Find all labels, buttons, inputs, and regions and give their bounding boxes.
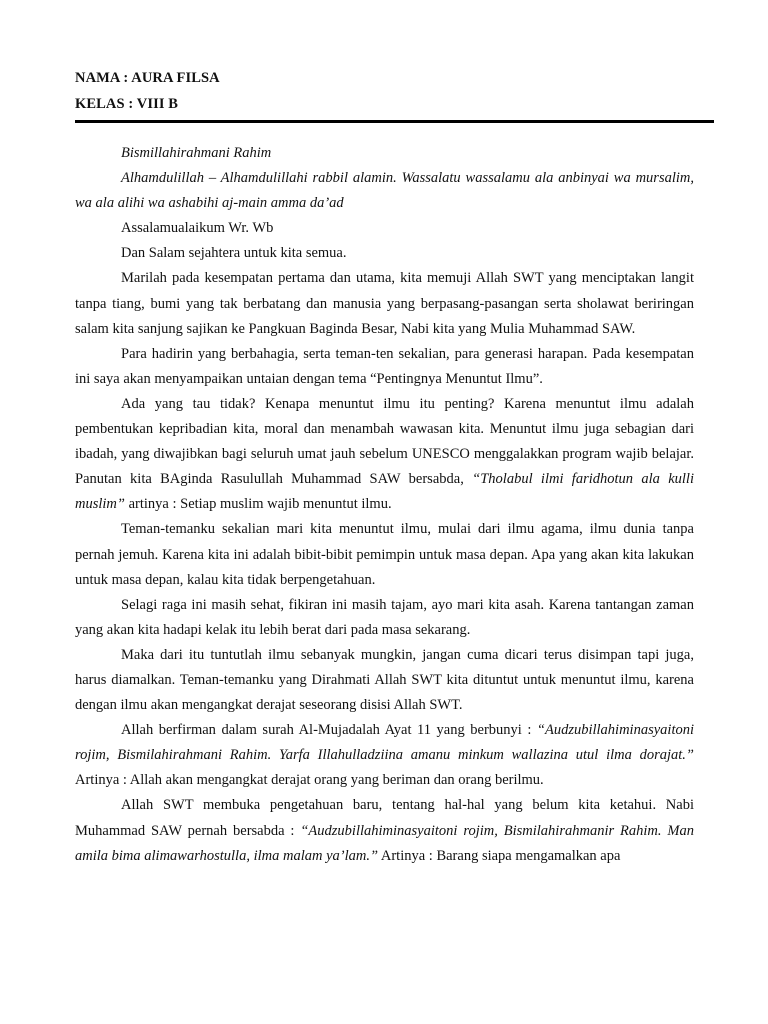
paragraph bbox=[75, 141, 694, 166]
italic-text-run: “Audzubillahiminasyaitoni rojim, Bismilahirahmanir Rahim. Man amila bima alimawarhostulla, ilma malam ya’lam.” bbox=[75, 822, 694, 864]
text-run: artinya : Setiap muslim wajib menuntut ilmu. bbox=[124, 496, 392, 513]
paragraph bbox=[75, 166, 694, 216]
text-run: Allah berfirman dalam surah Al-Mujadalah Ayat 11 yang berbunyi : bbox=[121, 722, 537, 739]
student-class: KELAS : VIII B bbox=[75, 96, 179, 112]
italic-text-run: “Audzubillahiminasyaitoni rojim, Bismilahirahmani Rahim. Yarfa Illahulladziina amanu minkum wallazina utul ilma dorajat.” bbox=[75, 722, 694, 764]
paragraph bbox=[75, 643, 694, 718]
text-run: Allah SWT membuka pengetahuan baru, tentang hal-hal yang belum kita ketahui. Nabi Muhammad SAW pernah bersabda : bbox=[75, 797, 694, 839]
text-run: Dan Salam sejahtera untuk kita semua. bbox=[121, 245, 347, 262]
paragraph bbox=[75, 216, 694, 241]
text-run: Artinya : Barang siapa mengamalkan apa bbox=[378, 847, 621, 864]
paragraph bbox=[75, 517, 694, 592]
speech-body bbox=[75, 141, 694, 869]
text-run: Marilah pada kesempatan pertama dan utama, kita memuji Allah SWT yang menciptakan langit tanpa tiang, bumi yang tak berbatang dan manusia yang berpasang-pasangan serta sholawat beriringan salam kita sanjung sajikan ke Pangkuan Baginda Besar, Nabi kita yang Mulia Muhammad SAW. bbox=[75, 270, 694, 337]
text-run: Teman-temanku sekalian mari kita menuntut ilmu, mulai dari ilmu agama, ilmu dunia tanpa pernah jemuh. Karena kita ini adalah bibit-bibit pemimpin untuk masa depan. Apa yang akan kita lakukan untuk masa depan, kalau kita tidak berpengetahuan. bbox=[75, 521, 694, 588]
text-run: Maka dari itu tuntutlah ilmu sebanyak mungkin, jangan cuma dicari terus disimpan tapi juga, harus diamalkan. Teman-temanku yang Dirahmati Allah SWT kita dituntut untuk menuntut ilmu, karena dengan ilmu akan mengangkat derajat seseorang disisi Allah SWT. bbox=[75, 646, 694, 714]
paragraph bbox=[75, 718, 694, 793]
student-name: NAMA : AURA FILSA bbox=[75, 70, 220, 86]
text-run: Selagi raga ini masih sehat, fikiran ini masih tajam, ayo mari kita asah. Karena tantangan zaman yang akan kita hadapi kelak itu lebih berat dari pada masa sekarang. bbox=[75, 596, 694, 638]
text-run: Assalamualaikum Wr. Wb bbox=[121, 220, 274, 237]
italic-text-run: Alhamdulillah – Alhamdulillahi rabbil alamin. Wassalatu wassalamu ala anbinyai wa mursalim, wa ala alihi wa ashabihi aj-main amma da’ad bbox=[75, 170, 694, 212]
italic-text-run: Bismillahirahmani Rahim bbox=[121, 145, 272, 161]
header-rule bbox=[75, 120, 714, 123]
text-run: Artinya : Allah akan mengangkat derajat orang yang beriman dan orang berilmu. bbox=[75, 772, 544, 789]
paragraph bbox=[75, 342, 694, 392]
text-run: Para hadirin yang berbahagia, serta teman-ten sekalian, para generasi harapan. Pada kesempatan ini saya akan menyampaikan untaian dengan tema “Pentingnya Menuntut Ilmu”. bbox=[75, 345, 694, 387]
text-run: Ada yang tau tidak? Kenapa menuntut ilmu itu penting? Karena menuntut ilmu adalah pembentukan kepribadian kita, moral dan menambah wawasan kita. Menuntut ilmu juga sebagian dari ibadah, yang diwajibkan bagi seluruh umat jauh sebelum UNESCO menggalakkan program wajib belajar. Panutan kita BAginda Rasulullah Muhammad SAW bersabda, bbox=[75, 395, 694, 488]
italic-text-run: “Tholabul ilmi faridhotun ala kulli muslim” bbox=[75, 471, 694, 513]
paragraph bbox=[75, 593, 694, 643]
paragraph bbox=[75, 392, 694, 517]
paragraph bbox=[75, 793, 694, 868]
paragraph bbox=[75, 266, 694, 341]
paragraph bbox=[75, 241, 694, 266]
